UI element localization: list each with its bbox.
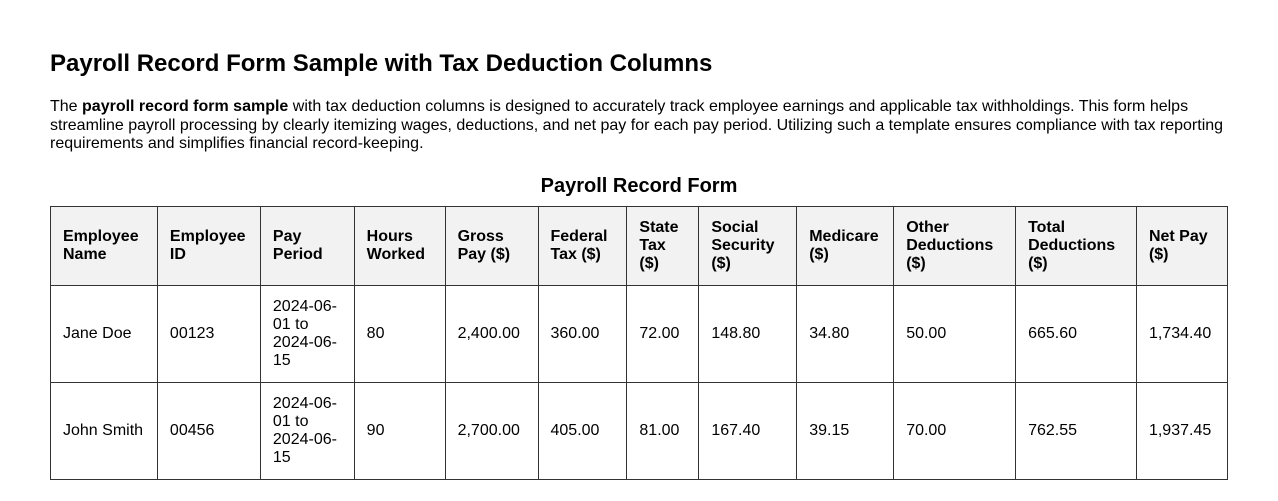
intro-suffix: with tax deduction columns is designed to accurately track employee earnings and applicable tax withholdings. This form helps streamline payroll processing by clearly itemizing wages, deductions, and net pay for each pay period. Utilizing such a template ensures compliance with tax reporting requirements and simplifies financial record-keeping. (50, 98, 1224, 152)
table-row (51, 285, 1228, 382)
cell-net-pay: 1,937.45 (1136, 382, 1227, 479)
col-header-federal-tax: Federal Tax ($) (538, 206, 627, 285)
cell-employee-name: Jane Doe (51, 285, 158, 382)
cell-employee-id: 00456 (157, 382, 260, 479)
cell-employee-id: 00123 (157, 285, 260, 382)
payroll-table (50, 174, 1228, 480)
cell-gross-pay: 2,700.00 (445, 382, 538, 479)
col-header-employee-id: Employee ID (157, 206, 260, 285)
col-header-gross-pay: Gross Pay ($) (445, 206, 538, 285)
cell-gross-pay: 2,400.00 (445, 285, 538, 382)
col-header-social-security: Social Security ($) (699, 206, 797, 285)
cell-pay-period: 2024-06-01 to 2024-06-15 (260, 382, 354, 479)
cell-total-deductions: 762.55 (1016, 382, 1137, 479)
cell-medicare: 39.15 (797, 382, 894, 479)
col-header-state-tax: State Tax ($) (627, 206, 699, 285)
cell-total-deductions: 665.60 (1016, 285, 1137, 382)
col-header-pay-period: Pay Period (260, 206, 354, 285)
cell-net-pay: 1,734.40 (1136, 285, 1227, 382)
table-caption: Payroll Record Form (540, 174, 738, 197)
cell-medicare: 34.80 (797, 285, 894, 382)
page-title: Payroll Record Form Sample with Tax Deduction Columns (50, 50, 713, 77)
cell-state-tax: 72.00 (627, 285, 699, 382)
cell-social-security: 148.80 (699, 285, 797, 382)
header-row (51, 206, 1228, 285)
cell-federal-tax: 405.00 (538, 382, 627, 479)
cell-pay-period: 2024-06-01 to 2024-06-15 (260, 285, 354, 382)
cell-other-deductions: 70.00 (894, 382, 1016, 479)
col-header-total-deductions: Total Deductions ($) (1016, 206, 1137, 285)
cell-other-deductions: 50.00 (894, 285, 1016, 382)
cell-employee-name: John Smith (51, 382, 158, 479)
intro-prefix: The (50, 98, 83, 115)
intro-paragraph (50, 98, 1228, 154)
col-header-net-pay: Net Pay ($) (1136, 206, 1227, 285)
col-header-medicare: Medicare ($) (797, 206, 894, 285)
col-header-other-deductions: Other Deductions ($) (894, 206, 1016, 285)
col-header-hours-worked: Hours Worked (354, 206, 445, 285)
intro-bold-term: payroll record form sample (82, 98, 289, 115)
cell-state-tax: 81.00 (627, 382, 699, 479)
col-header-employee-name: Employee Name (51, 206, 158, 285)
cell-social-security: 167.40 (699, 382, 797, 479)
cell-hours-worked: 90 (354, 382, 445, 479)
cell-hours-worked: 80 (354, 285, 445, 382)
cell-federal-tax: 360.00 (538, 285, 627, 382)
table-row (51, 382, 1228, 479)
